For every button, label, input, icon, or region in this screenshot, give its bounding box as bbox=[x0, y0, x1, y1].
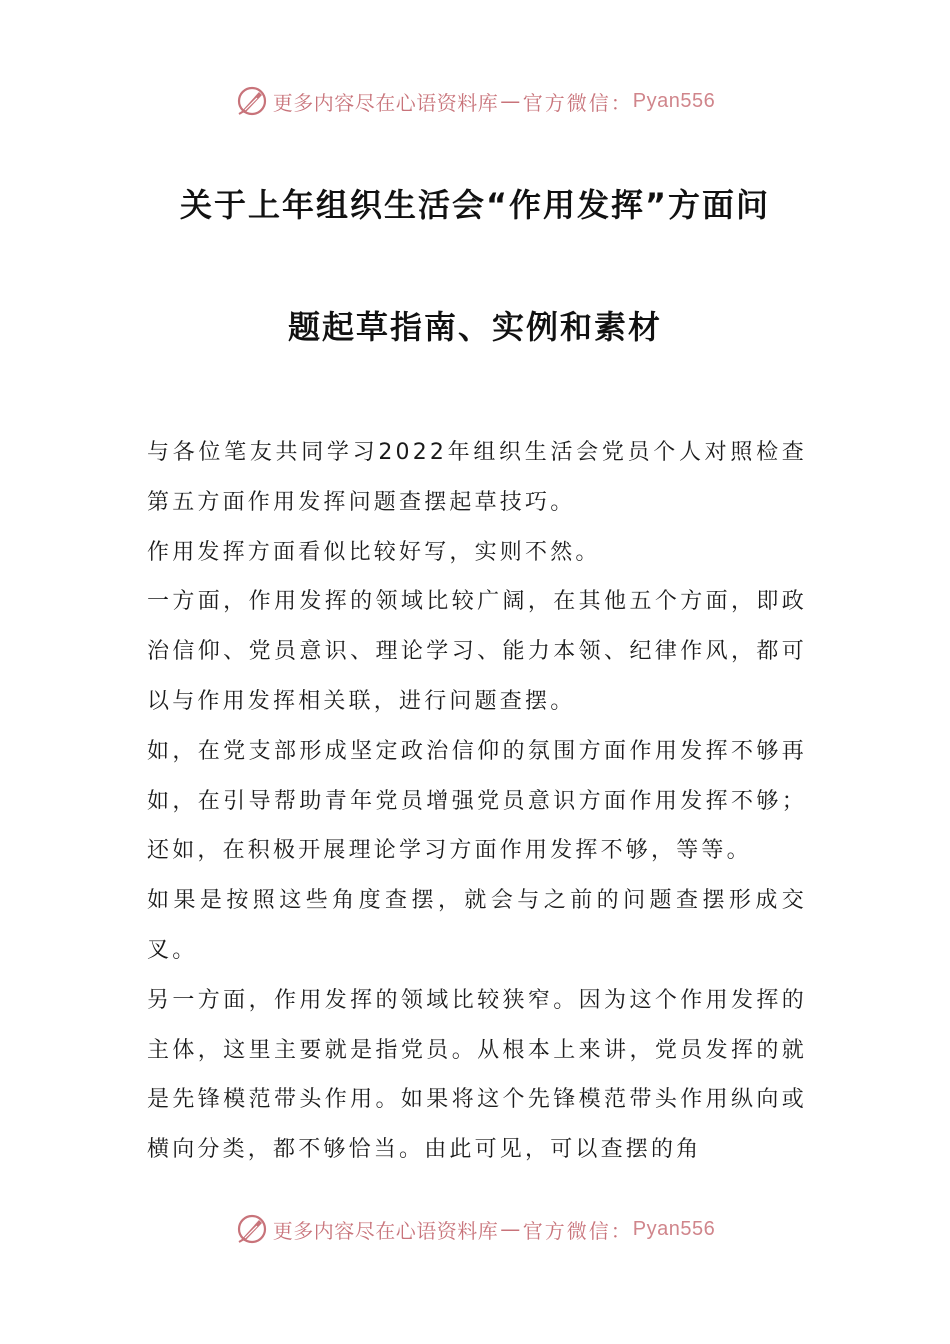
paragraph: 另一方面，作用发挥的领域比较狭窄。因为这个作用发挥的主体，这里主要就是指党员。从根本上来讲，党员发挥的就是先锋模范带头作用。如果将这个先锋模范带头作用纵向或横向分类，都不够恰当。由此可见，可以查摆的角 bbox=[147, 987, 807, 1163]
document-title-line-1: 关于上年组织生活会“作用发挥”方面问 bbox=[179, 186, 771, 224]
footer-watermark bbox=[0, 1212, 950, 1246]
watermark-wechat-id: Pyan556 bbox=[632, 89, 716, 112]
paragraph: 一方面，作用发挥的领域比较广阔，在其他五个方面，即政治信仰、党员意识、理论学习、能力本领、纪律作风，都可以与作用发挥相关联，进行问题查摆。 bbox=[147, 589, 807, 714]
watermark-brand: 更多内容尽在心语资料库 bbox=[272, 1218, 499, 1243]
watermark-wechat-label: 官方微信： bbox=[522, 1218, 633, 1243]
paragraph: 作用发挥方面看似比较好写，实则不然。 bbox=[147, 539, 601, 565]
watermark-brand: 更多内容尽在心语资料库 bbox=[272, 90, 499, 115]
watermark-wechat-id: Pyan556 bbox=[632, 1217, 716, 1240]
watermark-separator: — bbox=[500, 89, 521, 113]
watermark-separator: — bbox=[500, 1217, 521, 1241]
quill-logo-icon bbox=[235, 1212, 269, 1246]
paragraph: 如果是按照这些角度查摆，就会与之前的问题查摆形成交叉。 bbox=[147, 888, 807, 963]
paragraph: 与各位笔友共同学习2022年组织生活会党员个人对照检查第五方面作用发挥问题查摆起草技巧。 bbox=[147, 440, 807, 515]
document-title-line-2: 题起草指南、实例和素材 bbox=[287, 308, 662, 346]
quill-logo-icon bbox=[235, 84, 269, 118]
header-watermark bbox=[0, 84, 950, 118]
paragraph: 如，在党支部形成坚定政治信仰的氛围方面作用发挥不够再如，在引导帮助青年党员增强党员意识方面作用发挥不够；还如，在积极开展理论学习方面作用发挥不够，等等。 bbox=[147, 738, 807, 864]
document-body bbox=[147, 428, 807, 1175]
watermark-wechat-label: 官方微信： bbox=[522, 90, 633, 115]
